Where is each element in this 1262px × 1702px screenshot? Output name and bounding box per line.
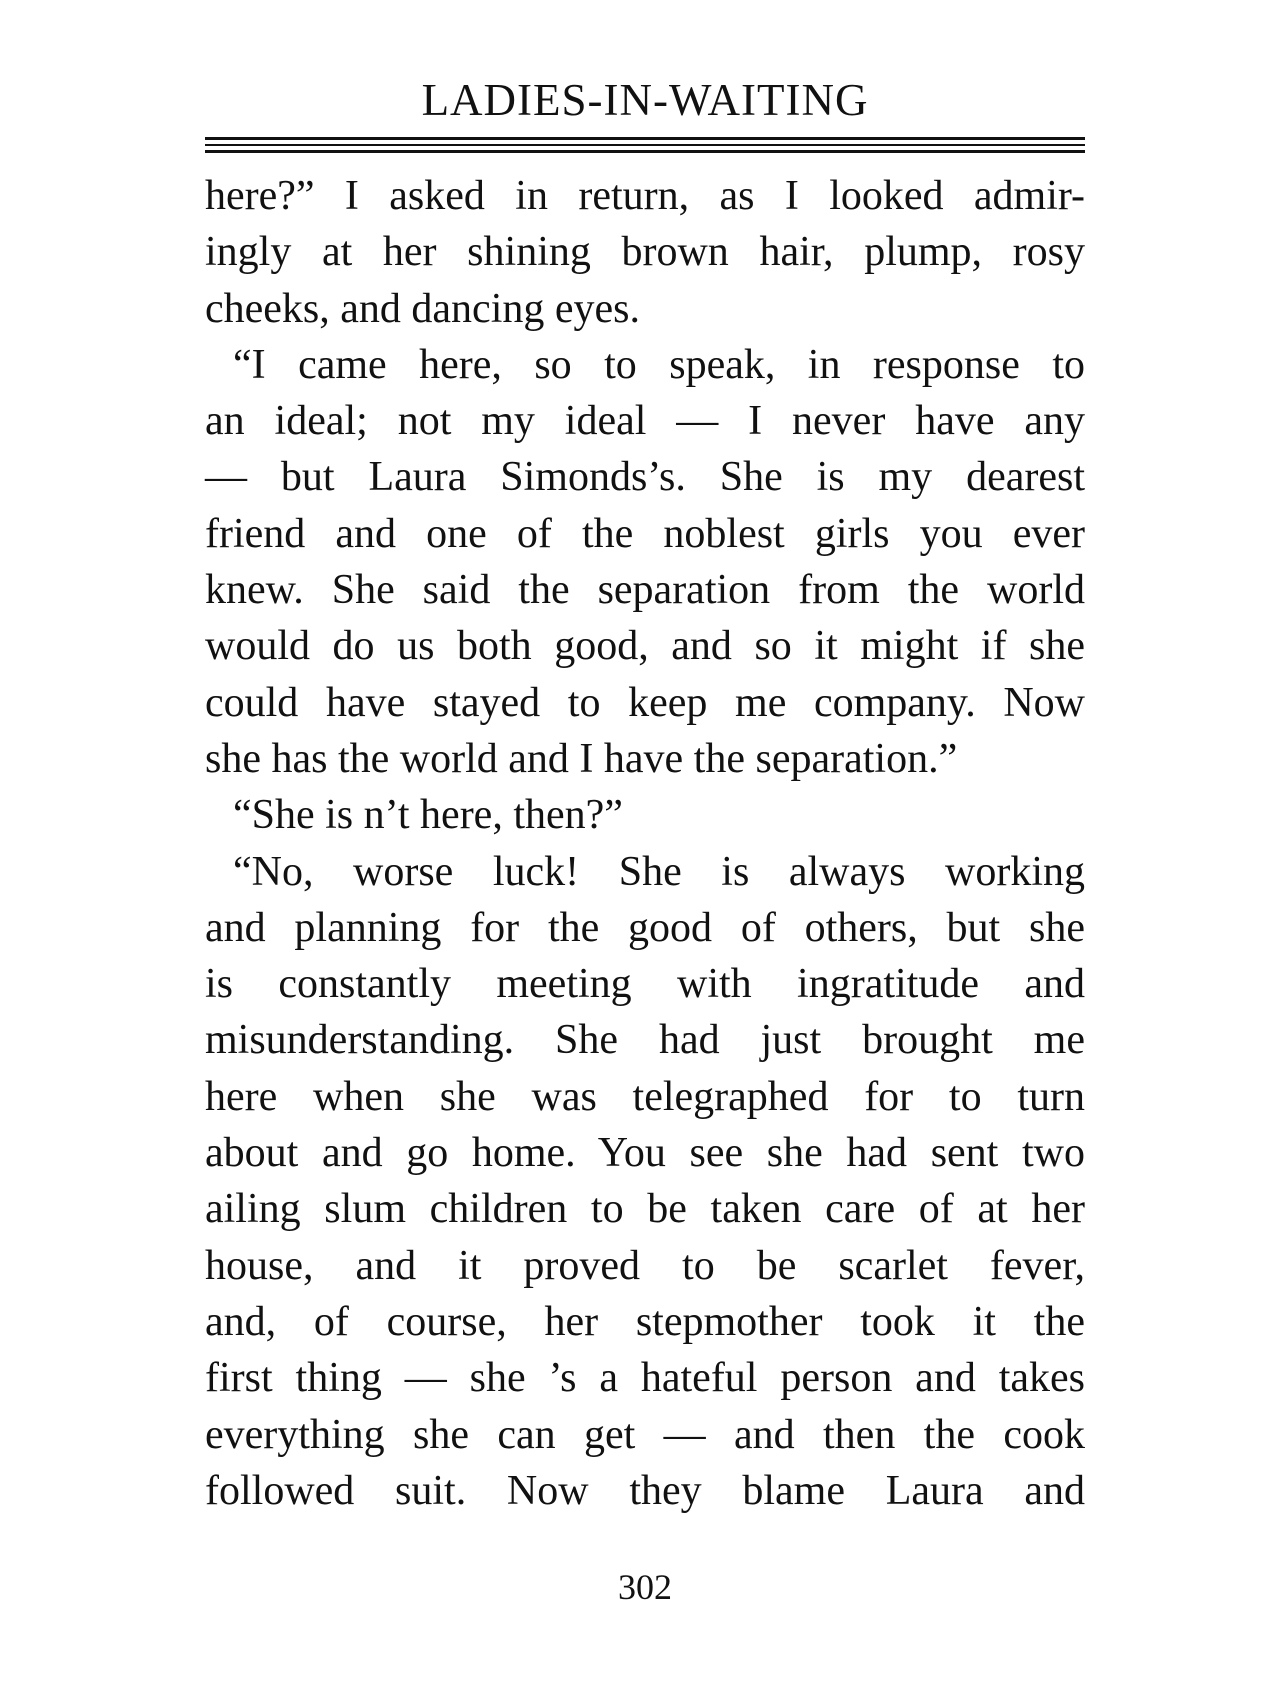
text-line: everything she can get — and then the cook <box>205 1411 1085 1458</box>
text-line: — but Laura Simonds’s. She is my dearest <box>205 454 1085 501</box>
text-line: could have stayed to keep me company. Now <box>205 679 1085 726</box>
text-line: is constantly meeting with ingratitude and <box>205 961 1085 1008</box>
text-line: ailing slum children to be taken care of at her <box>205 1186 1085 1233</box>
text-line: and planning for the good of others, but she <box>205 904 1085 951</box>
text-line: “I came here, so to speak, in response to <box>233 341 1085 388</box>
text-line: ingly at her shining brown hair, plump, rosy <box>205 229 1085 276</box>
text-line: she has the world and I have the separation.” <box>205 735 958 782</box>
header-rule-top <box>205 137 1085 140</box>
text-line: would do us both good, and so it might if she <box>205 623 1085 670</box>
text-line: cheeks, and dancing eyes. <box>205 285 640 332</box>
header-rule-bottom <box>205 150 1085 153</box>
header-rule-middle <box>205 144 1085 146</box>
text-line: house, and it proved to be scarlet fever, <box>205 1242 1085 1289</box>
text-line: here?” I asked in return, as I looked admir- <box>205 173 1085 219</box>
running-title: LADIES-IN-WAITING <box>421 75 869 125</box>
text-line: here when she was telegraphed for to turn <box>205 1073 1085 1120</box>
text-line: knew. She said the separation from the world <box>205 567 1085 614</box>
text-line: “She is n’t here, then?” <box>233 792 623 839</box>
text-line: misunderstanding. She had just brought me <box>205 1017 1085 1064</box>
page-number: 302 <box>618 1567 672 1607</box>
text-line: first thing — she ’s a hateful person and takes <box>205 1355 1085 1402</box>
text-line: followed suit. Now they blame Laura and <box>205 1467 1085 1514</box>
text-line: and, of course, her stepmother took it the <box>205 1298 1085 1345</box>
text-line: an ideal; not my ideal — I never have any <box>205 398 1085 445</box>
text-line: about and go home. You see she had sent two <box>205 1130 1085 1177</box>
text-line: friend and one of the noblest girls you ever <box>205 510 1085 557</box>
body-text <box>205 168 1085 1519</box>
text-line: “No, worse luck! She is always working <box>233 848 1085 895</box>
